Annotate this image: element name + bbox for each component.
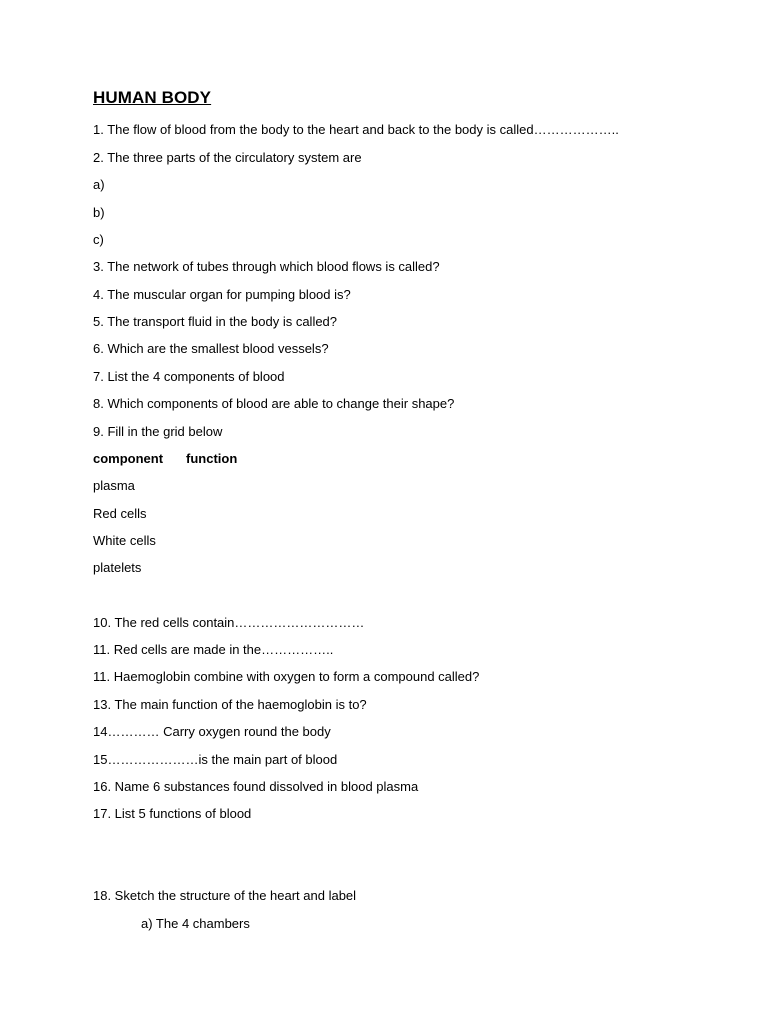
question-8: 8. Which components of blood are able to change their shape? — [93, 396, 455, 411]
grid-header-component: component — [93, 451, 164, 466]
grid-header-function: function — [186, 451, 238, 466]
question-10: 10. The red cells contain………………………… — [93, 615, 365, 630]
grid-row-red-cells: Red cells — [93, 506, 147, 521]
grid-row-plasma: plasma — [93, 478, 135, 493]
question-11-red-cells: 11. Red cells are made in the…………….. — [93, 642, 334, 657]
question-16: 16. Name 6 substances found dissolved in blood plasma — [93, 779, 419, 794]
question-18: 18. Sketch the structure of the heart and label — [93, 888, 357, 903]
page-title: HUMAN BODY — [93, 88, 212, 107]
answer-option-b: b) — [93, 205, 105, 220]
grid-row-white-cells: White cells — [93, 533, 156, 548]
question-17: 17. List 5 functions of blood — [93, 806, 252, 821]
question-15: 15…………………is the main part of blood — [93, 752, 338, 767]
answer-option-c: c) — [93, 232, 104, 247]
question-3: 3. The network of tubes through which blood flows is called? — [93, 259, 440, 274]
question-18-part-a: a) The 4 chambers — [141, 916, 250, 931]
answer-option-a: a) — [93, 177, 105, 192]
question-6: 6. Which are the smallest blood vessels? — [93, 341, 329, 356]
question-11-haemoglobin: 11. Haemoglobin combine with oxygen to form a compound called? — [93, 669, 480, 684]
question-2: 2. The three parts of the circulatory system are — [93, 150, 362, 165]
question-1: 1. The flow of blood from the body to the heart and back to the body is called……………….. — [93, 122, 619, 137]
question-4: 4. The muscular organ for pumping blood is? — [93, 287, 351, 302]
question-14: 14………… Carry oxygen round the body — [93, 724, 331, 739]
question-7: 7. List the 4 components of blood — [93, 369, 285, 384]
grid-row-platelets: platelets — [93, 560, 142, 575]
question-13: 13. The main function of the haemoglobin is to? — [93, 697, 367, 712]
question-5: 5. The transport fluid in the body is called? — [93, 314, 338, 329]
question-9: 9. Fill in the grid below — [93, 424, 223, 439]
